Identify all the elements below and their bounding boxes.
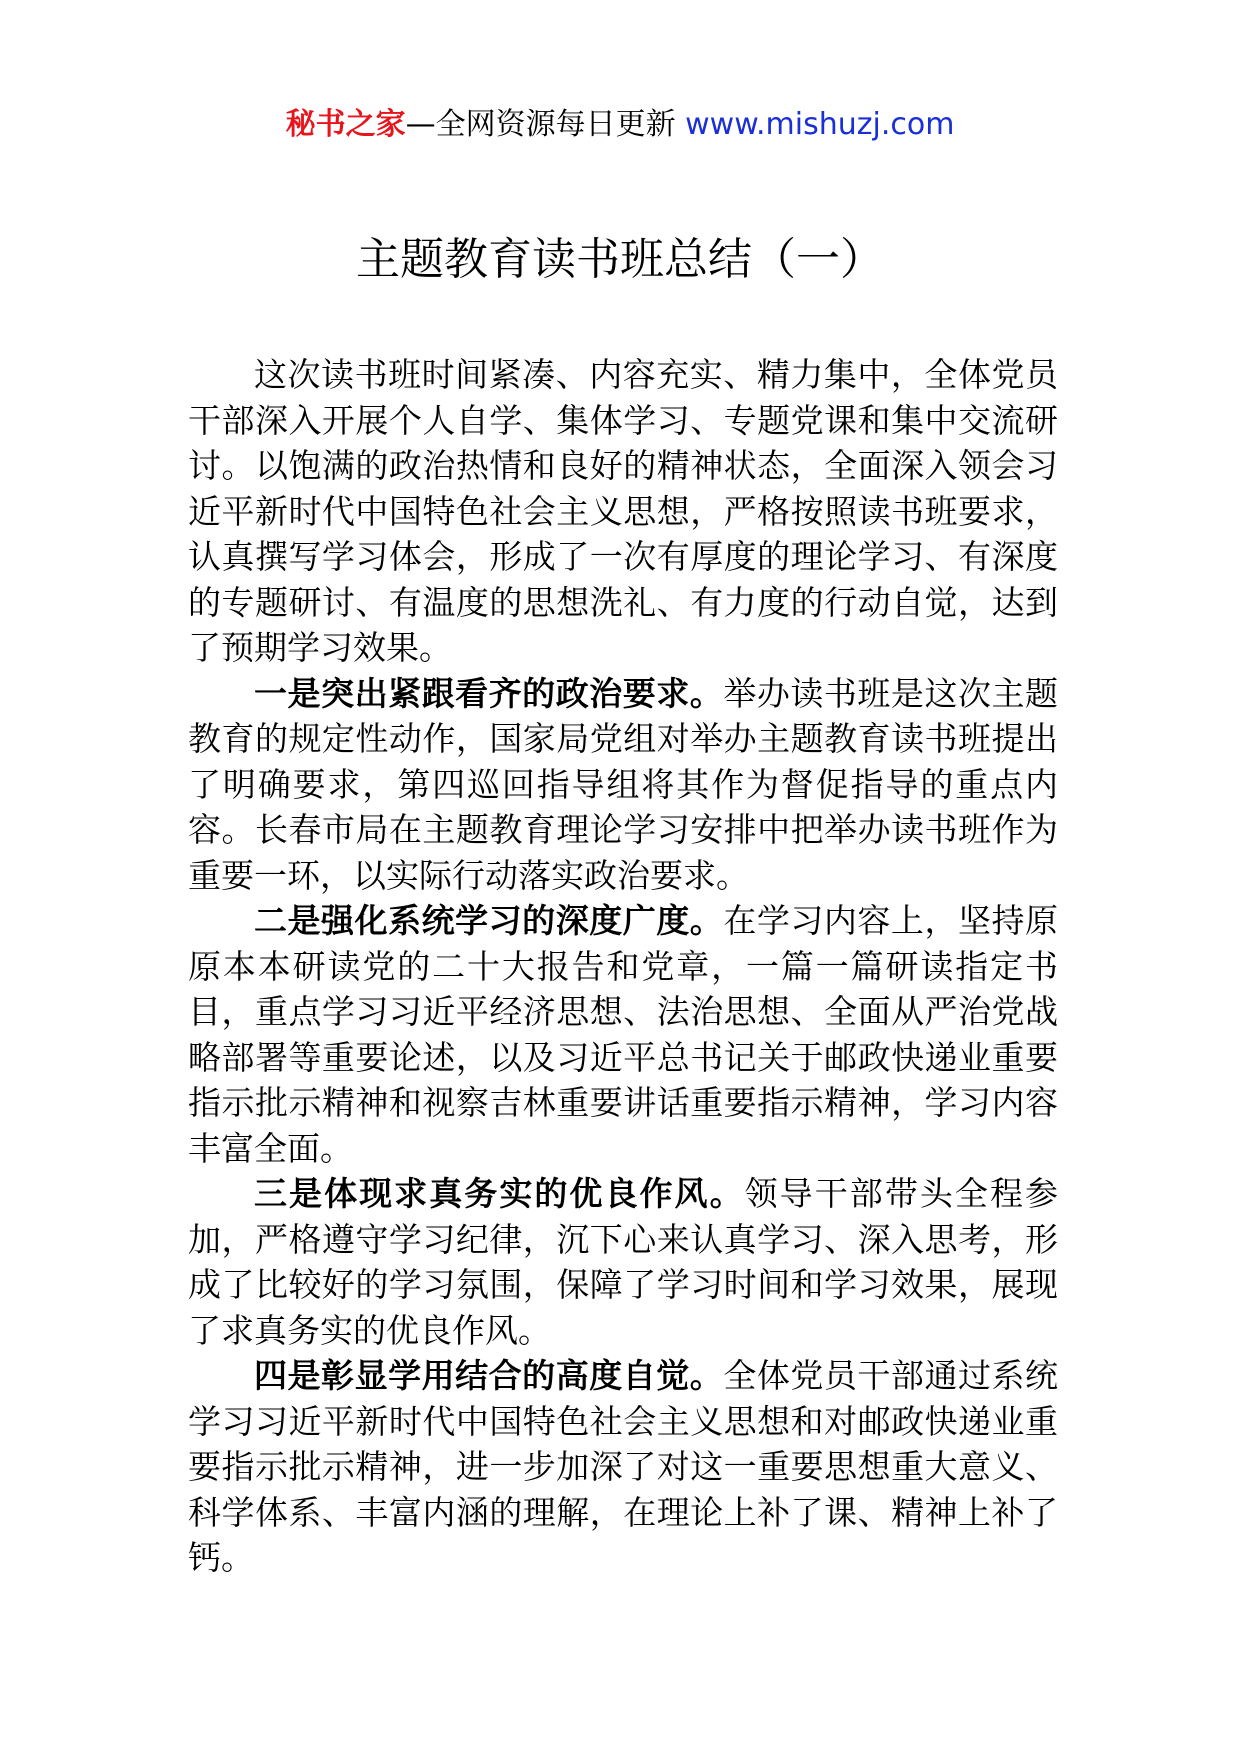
paragraph-lead: 四是彰显学用结合的高度自觉。	[254, 1356, 724, 1395]
paragraph-text: 领导干部带头全程参加，严格遵守学习纪律，沉下心来认真学习、深入思考，形成了比较好的学习氛围，保障了学习时间和学习效果，展现了求真务实的优良作风。	[188, 1174, 1059, 1350]
paragraph-text: 在学习内容上，坚持原原本本研读党的二十大报告和党章，一篇一篇研读指定书目，重点学习习近平经济思想、法治思想、全面从严治党战略部署等重要论述，以及习近平总书记关于邮政快递业重要指示批示精神和视察吉林重要讲话重要指示精神，学习内容丰富全面。	[188, 901, 1059, 1168]
paragraph-lead: 一是突出紧跟看齐的政治要求。	[254, 673, 724, 713]
header-slogan: —全网资源每日更新	[405, 107, 676, 142]
paragraph-lead: 三是体现求真务实的优良作风。	[254, 1174, 745, 1213]
site-url-link[interactable]: www.mishuzj.com	[685, 107, 955, 142]
paragraph-intro	[188, 352, 1058, 671]
document-title: 主题教育读书班总结（一）	[356, 234, 884, 285]
paragraph-point-1	[188, 671, 1058, 899]
paragraph-point-4	[188, 1353, 1058, 1581]
brand-name: 秘书之家	[285, 107, 406, 142]
paragraph-text: 举办读书班是这次主题教育的规定性动作，国家局党组对举办主题教育读书班提出了明确要求，第四巡回指导组将其作为督促指导的重点内容。长春市局在主题教育理论学习安排中把举办读书班作为重要一环，以实际行动落实政治要求。	[188, 673, 1059, 895]
site-header	[0, 100, 1240, 150]
paragraph-text: 全体党员干部通过系统学习习近平新时代中国特色社会主义思想和对邮政快递业重要指示批示精神，进一步加深了对这一重要思想重大意义、科学体系、丰富内涵的理解，在理论上补了课、精神上补了钙。	[188, 1356, 1059, 1577]
paragraph-text: 这次读书班时间紧凑、内容充实、精力集中，全体党员干部深入开展个人自学、集体学习、专题党课和集中交流研讨。以饱满的政治热情和良好的精神状态，全面深入领会习近平新时代中国特色社会主义思想，严格按照读书班要求，认真撰写学习体会，形成了一次有厚度的理论学习、有深度的专题研讨、有温度的思想洗礼、有力度的行动自觉，达到了预期学习效果。	[188, 355, 1058, 667]
paragraph-point-2	[188, 898, 1058, 1171]
document-body	[188, 352, 1058, 1581]
paragraph-lead: 二是强化系统学习的深度广度。	[254, 901, 724, 940]
paragraph-point-3	[188, 1171, 1058, 1353]
